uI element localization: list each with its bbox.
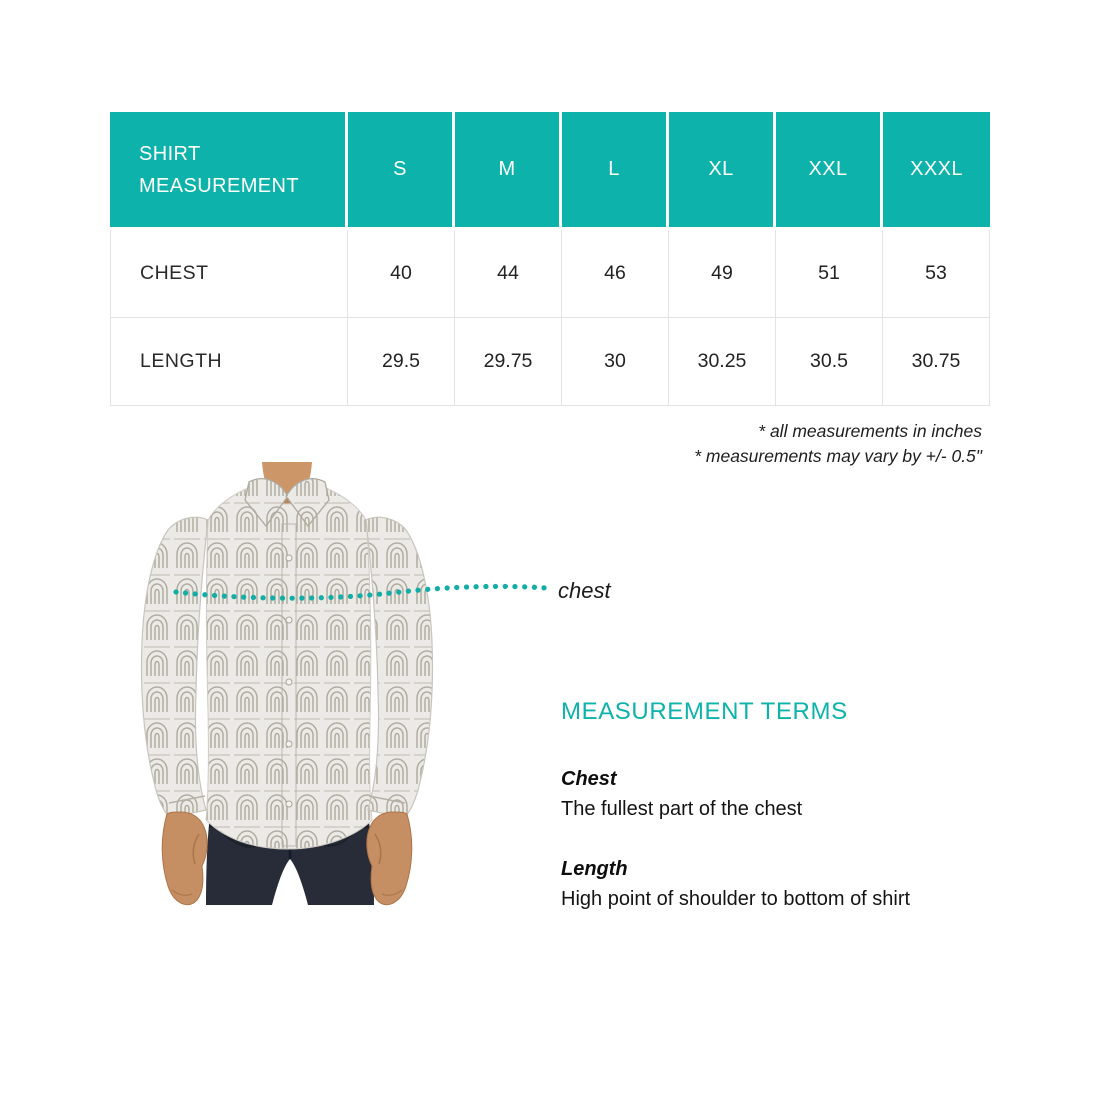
term-name-chest: Chest [561,768,617,790]
size-column-header-m: M [455,112,562,230]
length-value-l: 30 [562,318,669,406]
chest-value-m: 44 [455,230,562,318]
term-item-chest [561,768,1041,821]
term-definition-length: High point of shoulder to bottom of shirt [561,888,911,910]
size-column-header-l: L [562,112,669,230]
measurement-terms-section [561,698,1041,948]
length-value-xxl: 30.5 [776,318,883,406]
shirt-placket [282,524,296,846]
shirt-sleeve-right [366,517,433,818]
chest-line-label: chest [558,578,611,603]
row-label-length: LENGTH [110,318,348,406]
size-column-header-xxxl: XXXL [883,112,990,230]
model-shirt-photo [112,462,462,907]
table-title-cell [110,112,348,230]
size-column-header-xl: XL [669,112,776,230]
table-row-length [110,318,990,406]
chest-value-xxxl: 53 [883,230,990,318]
length-value-m: 29.75 [455,318,562,406]
term-definition-chest: The fullest part of the chest [561,798,803,820]
length-value-xxxl: 30.75 [883,318,990,406]
length-value-s: 29.5 [348,318,455,406]
table-header-row [110,112,990,230]
chest-value-l: 46 [562,230,669,318]
size-chart-table [110,112,990,406]
chest-value-xl: 49 [669,230,776,318]
footnote-inches: * all measurements in inches [758,421,982,441]
shirt-sleeve-left [142,517,209,818]
length-value-xl: 30.25 [669,318,776,406]
row-label-chest: CHEST [110,230,348,318]
table-row-chest [110,230,990,318]
footnote-variance: * measurements may vary by +/- 0.5" [694,445,982,466]
measurement-terms-heading: MEASUREMENT TERMS [561,698,848,725]
size-column-header-s: S [348,112,455,230]
chest-value-s: 40 [348,230,455,318]
term-item-length [561,858,1041,911]
chest-measure-dotted-line [169,580,553,608]
table-title: SHIRT MEASUREMENT [139,142,299,197]
term-name-length: Length [561,858,628,880]
size-column-header-xxl: XXL [776,112,883,230]
chest-value-xxl: 51 [776,230,883,318]
